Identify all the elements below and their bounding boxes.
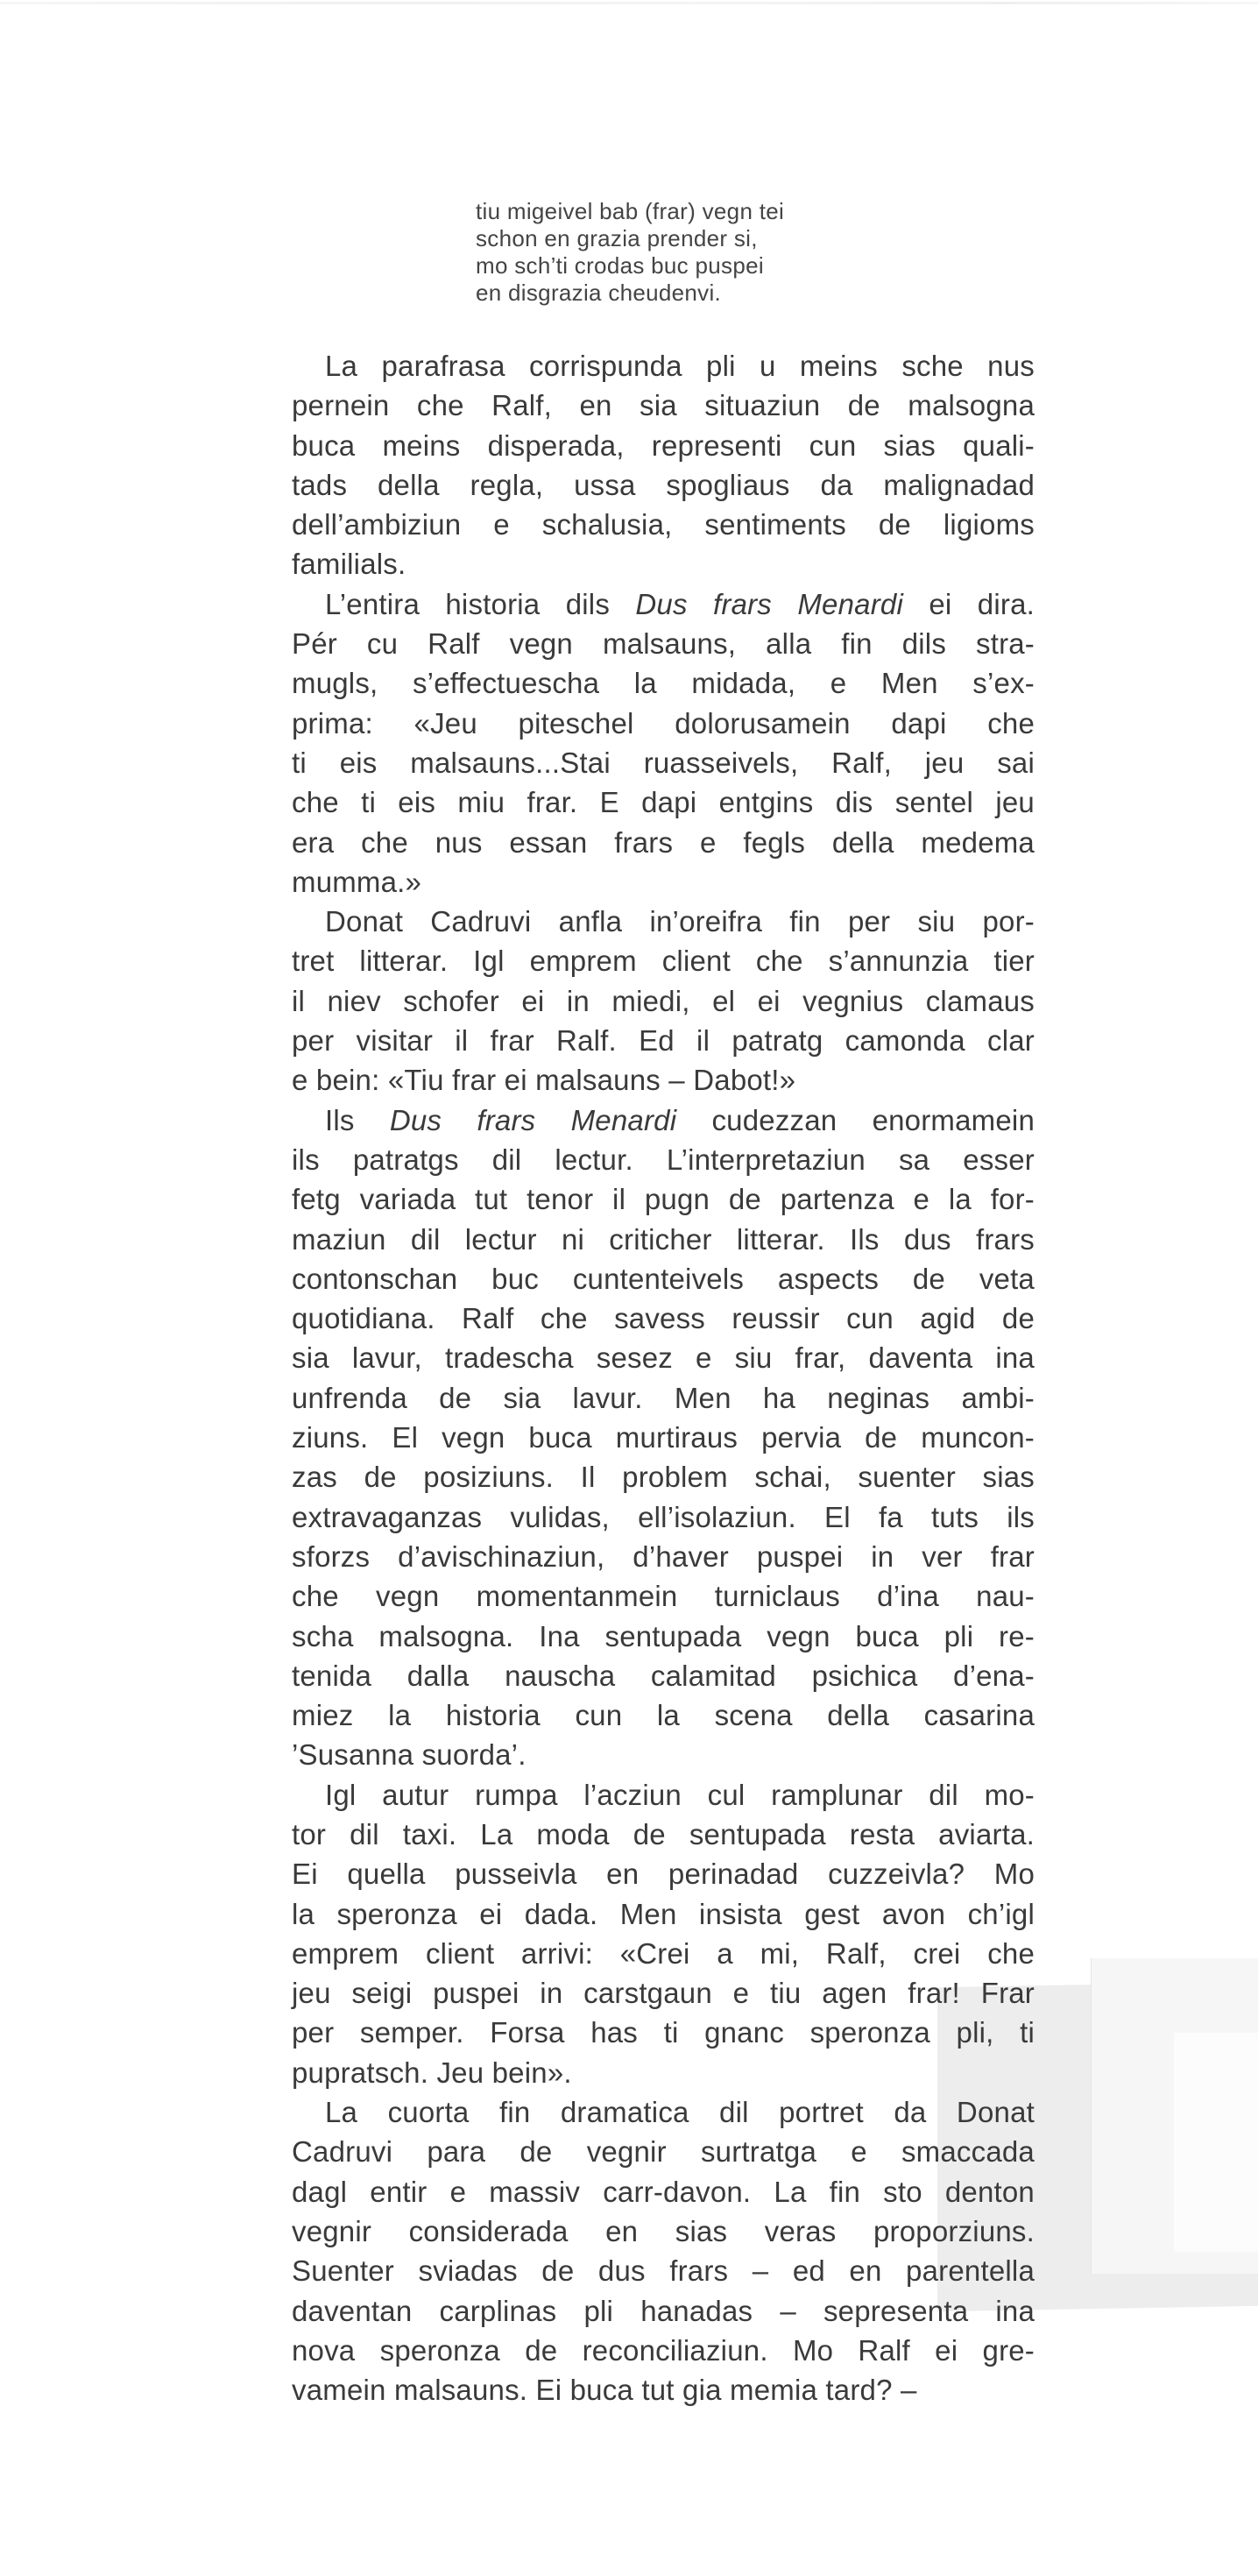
text-run: cudezzan enormamein [676,1103,1035,1136]
text-run: Ils [325,1103,390,1136]
paragraph [292,2092,1035,2410]
text-line: tenida dalla nauscha calamitad psichica d’ena- [292,1659,1035,1692]
paragraph [292,584,1035,902]
text-line: tads della regla, ussa spogliaus da malignadad [292,468,1035,501]
text-line: buca meins disperada, representi cun sias quali- [292,428,1035,462]
text-run: ei dira. [903,587,1035,620]
text-line: ti eis malsauns...Stai ruasseivels, Ralf, jeu sai [292,746,1035,779]
text-line [292,584,1035,624]
text-line: extravaganzas vulidas, ell’isolaziun. El fa tuts ils [292,1500,1035,1533]
text-line: il niev schofer ei in miedi, el ei vegnius clamaus [292,984,1035,1017]
text-line: zas de posiziuns. Il problem schai, suenter sias [292,1461,1035,1494]
book-title: Dus frars Menardi [389,1103,677,1136]
text-line: che ti eis miu frar. E dapi entgins dis sentel jeu [292,786,1035,819]
article-body [292,346,1035,2410]
poem-line: mo sch’ti crodas buc puspei [476,252,764,279]
poem-line: schon en grazia prender si, [476,225,758,251]
text-line: contonschan buc cuntenteivels aspects de veta [292,1262,1035,1295]
text-line: sia lavur, tradescha sesez e siu frar, daventa ina [292,1341,1035,1375]
text-line: tret litterar. Igl emprem client che s’annunzia tier [292,945,1035,978]
text-line: Suenter sviadas de dus frars – ed en parentella [292,2254,1035,2288]
text-line: ’Susanna suorda’. [292,1738,527,1772]
text-line: mumma.» [292,865,422,898]
poem-quote [476,198,784,307]
text-line: Ei quella pusseivla en perinadad cuzzeivla? Mo [292,1858,1035,1891]
text-line: nova speronza de reconciliaziun. Mo Ralf ei gre- [292,2333,1035,2367]
text-line: la speronza ei dada. Men insista gest avon ch’igl [292,1897,1035,1930]
text-line: Igl autur rumpa l’acziun cul ramplunar dil mo- [325,1778,1035,1811]
text-line: quotidiana. Ralf che savess reussir cun agid de [292,1302,1035,1335]
text-line: daventan carplinas pli hanadas – sepresenta ina [292,2294,1035,2327]
book-title: Dus frars Menardi [635,587,903,620]
text-line: era che nus essan frars e fegls della medema [292,825,1035,859]
text-line: miez la historia cun la scena della casarina [292,1699,1035,1732]
text-line: e bein: «Tiu frar ei malsauns – Dabot!» [292,1064,796,1097]
text-line: fetg variada tut tenor il pugn de partenza e la for- [292,1183,1035,1216]
text-line: unfrenda de sia lavur. Men ha neginas ambi- [292,1381,1035,1414]
text-line: maziun dil lectur ni criticher litterar. Ils dus frars [292,1222,1035,1256]
scan-shadow-patch-core [1174,2033,1258,2252]
text-line: prima: «Jeu piteschel dolorusamein dapi che [292,706,1035,740]
paragraph [292,1100,1035,1775]
text-line: sforzs d’avischinaziun, d’haver puspei in ver frar [292,1539,1035,1573]
text-line: emprem client arrivi: «Crei a mi, Ralf, crei che [292,1936,1035,1970]
text-line: La parafrasa corrispunda pli u meins sche nus [325,350,1035,382]
text-line: ils patratgs dil lectur. L’interpretaziun sa esser [292,1143,1035,1176]
paragraph [292,346,1035,584]
text-line: Donat Cadruvi anfla in’oreifra fin per siu por- [325,905,1035,938]
text-line: Pér cu Ralf vegn malsauns, alla fin dils stra- [292,627,1035,661]
paragraph [292,1775,1035,2092]
text-line: tor dil taxi. La moda de sentupada resta aviarta. [292,1817,1035,1851]
text-line: La cuorta fin dramatica dil portret da Donat [325,2096,1035,2129]
text-line: per semper. Forsa has ti gnanc speronza pli, ti [292,2016,1035,2049]
text-line: jeu seigi puspei in carstgaun e tiu agen frar! Frar [292,1977,1035,2010]
text-line: vamein malsauns. Ei buca tut gia memia tard? – [292,2374,917,2407]
text-line: Cadruvi para de vegnir surtratga e smaccada [292,2135,1035,2169]
text-line [292,1100,1035,1140]
text-line: dell’ambiziun e schalusia, sentiments de ligioms [292,508,1035,541]
text-line: mugls, s’effectuescha la midada, e Men s’ex- [292,667,1035,700]
text-line: dagl entir e massiv carr-davon. La fin sto denton [292,2175,1035,2208]
text-run: L’entira historia dils [325,587,636,620]
text-line: ziuns. El vegn buca murtiraus pervia de muncon- [292,1421,1035,1454]
poem-line: tiu migeivel bab (frar) vegn tei [476,198,785,224]
poem-line: en disgrazia cheudenvi. [476,280,722,306]
paragraph [292,902,1035,1100]
scan-edge-artifact [0,2,1258,4]
text-line: che vegn momentanmein turniclaus d’ina nau- [292,1580,1035,1613]
text-line: pernein che Ralf, en sia situaziun de malsogna [292,389,1035,422]
text-line: scha malsogna. Ina sentupada vegn buca pli re- [292,1619,1035,1652]
text-line: pupratsch. Jeu bein». [292,2056,572,2089]
text-line: vegnir considerada en sias veras proporziuns. [292,2214,1035,2247]
text-line: familials. [292,548,406,581]
text-line: per visitar il frar Ralf. Ed il patratg camonda clar [292,1024,1035,1058]
